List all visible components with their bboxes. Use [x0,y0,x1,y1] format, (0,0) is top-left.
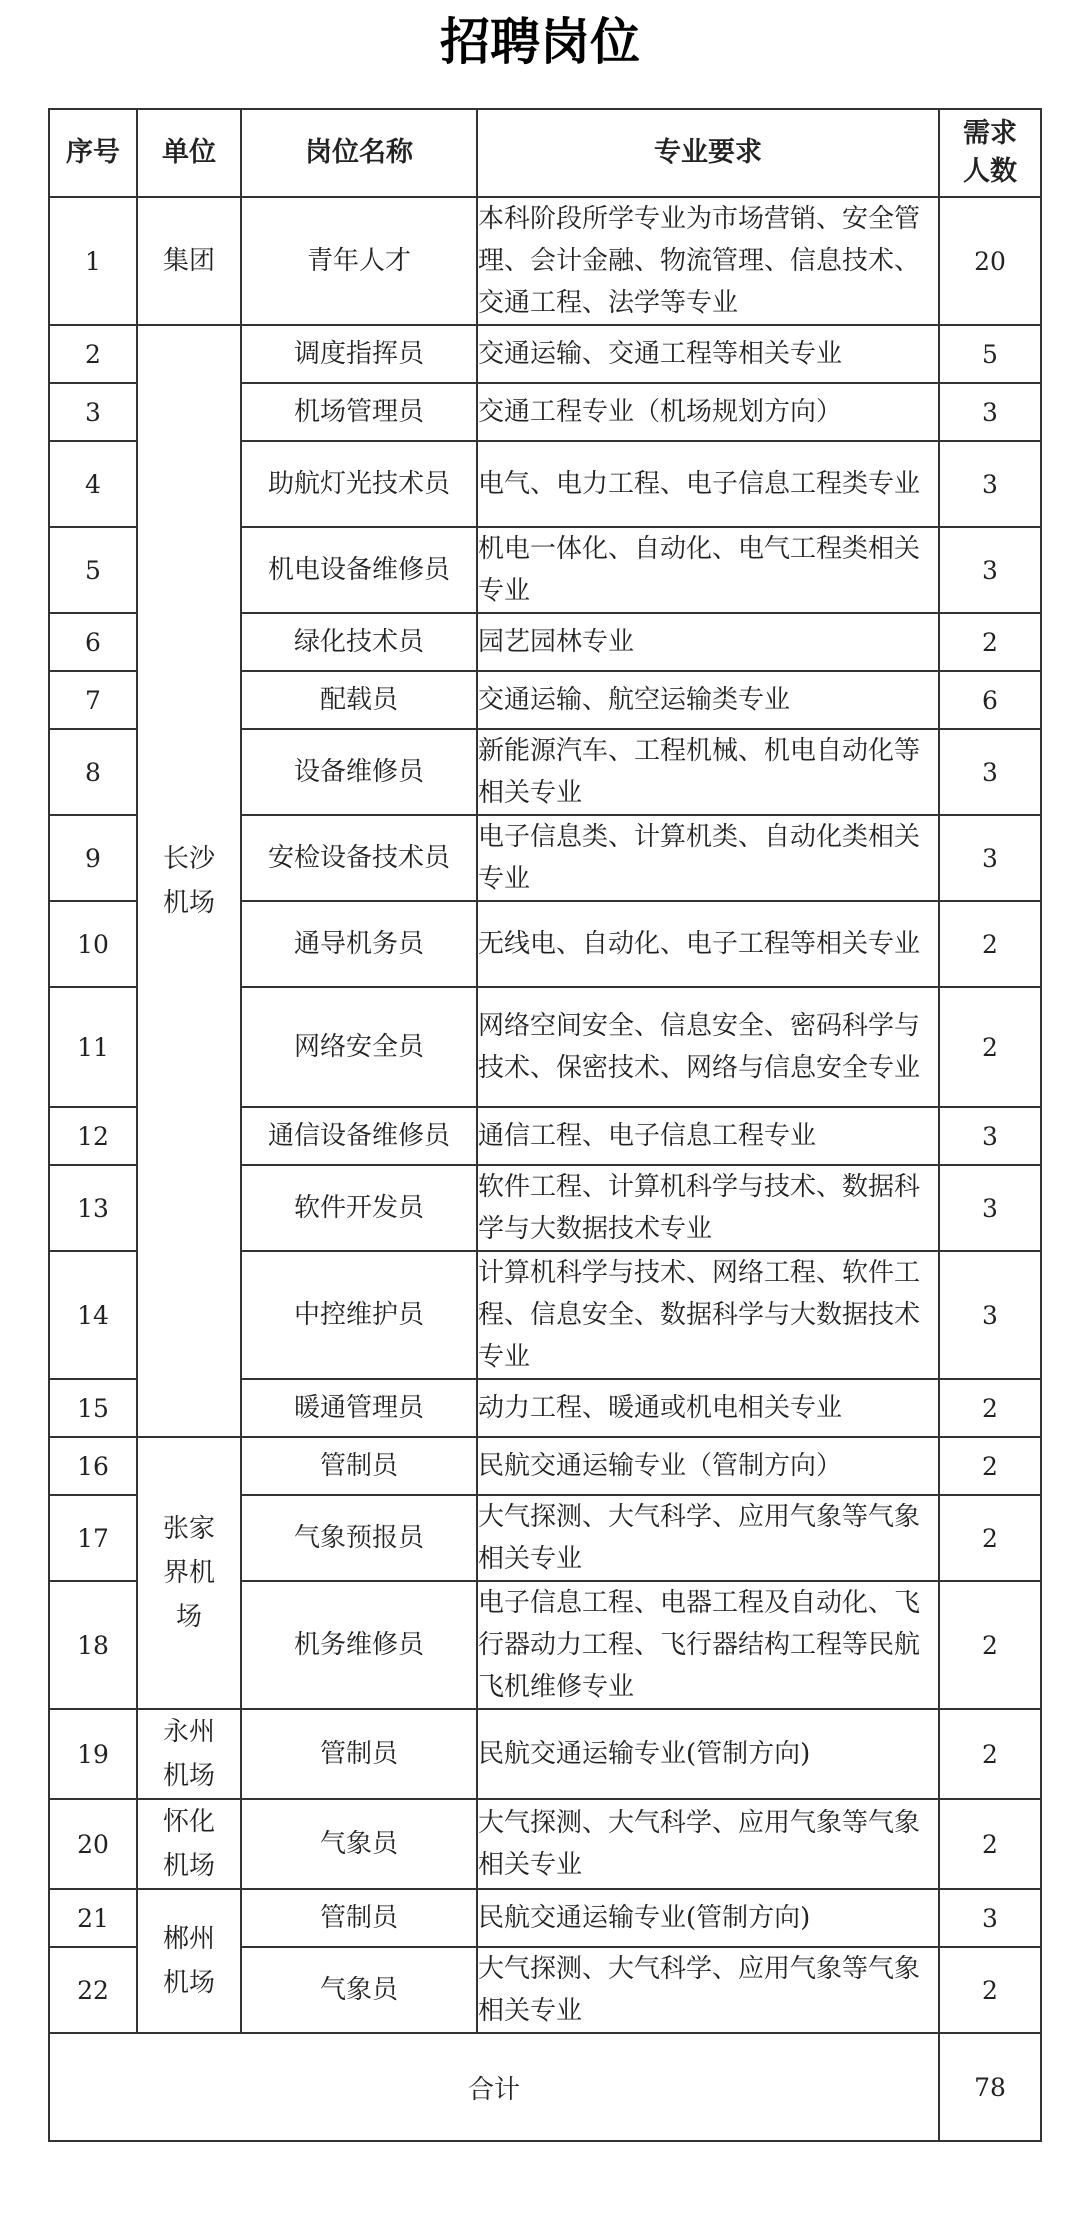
position-name: 机务维修员 [241,1581,477,1709]
position-name: 机场管理员 [241,383,477,441]
header-requirement: 专业要求 [477,109,939,197]
unit-yongzhou: 永州 机场 [137,1709,241,1799]
major-requirement: 机电一体化、自动化、电气工程类相关专业 [477,527,939,613]
table-row [49,1889,1041,1947]
position-name: 青年人才 [241,197,477,325]
headcount: 3 [939,527,1041,613]
row-number: 2 [49,325,137,383]
headcount: 5 [939,325,1041,383]
table-row [49,325,1041,383]
major-requirement: 交通运输、航空运输类专业 [477,671,939,729]
row-number: 20 [49,1799,137,1889]
major-requirement: 电子信息工程、电器工程及自动化、飞行器动力工程、飞行器结构工程等民航飞机维修专业 [477,1581,939,1709]
unit-chenzhou: 郴州 机场 [137,1889,241,2033]
header-count: 需求 人数 [939,109,1041,197]
header-unit: 单位 [137,109,241,197]
headcount: 3 [939,383,1041,441]
header-seq: 序号 [49,109,137,197]
position-name: 管制员 [241,1889,477,1947]
major-requirement: 民航交通运输专业(管制方向) [477,1709,939,1799]
unit-huaihua: 怀化 机场 [137,1799,241,1889]
headcount: 3 [939,1889,1041,1947]
position-name: 通导机务员 [241,901,477,987]
row-number: 12 [49,1107,137,1165]
position-name: 气象员 [241,1947,477,2033]
major-requirement: 民航交通运输专业(管制方向) [477,1889,939,1947]
row-number: 1 [49,197,137,325]
row-number: 11 [49,987,137,1107]
major-requirement: 民航交通运输专业（管制方向） [477,1437,939,1495]
position-name: 管制员 [241,1437,477,1495]
headcount: 2 [939,1379,1041,1437]
headcount: 2 [939,1581,1041,1709]
table-row [49,1437,1041,1495]
position-name: 管制员 [241,1709,477,1799]
major-requirement: 计算机科学与技术、网络工程、软件工程、信息安全、数据科学与大数据技术专业 [477,1251,939,1379]
row-number: 9 [49,815,137,901]
row-number: 8 [49,729,137,815]
row-number: 4 [49,441,137,527]
major-requirement: 本科阶段所学专业为市场营销、安全管理、会计金融、物流管理、信息技术、交通工程、法学等专业 [477,197,939,325]
headcount: 2 [939,901,1041,987]
headcount: 3 [939,1107,1041,1165]
headcount: 2 [939,987,1041,1107]
position-name: 设备维修员 [241,729,477,815]
major-requirement: 软件工程、计算机科学与技术、数据科学与大数据技术专业 [477,1165,939,1251]
row-number: 21 [49,1889,137,1947]
major-requirement: 大气探测、大气科学、应用气象等气象相关专业 [477,1495,939,1581]
headcount: 2 [939,1437,1041,1495]
unit-zhangjiajie: 张家 界机 场 [137,1437,241,1709]
major-requirement: 网络空间安全、信息安全、密码科学与技术、保密技术、网络与信息安全专业 [477,987,939,1107]
headcount: 3 [939,441,1041,527]
row-number: 19 [49,1709,137,1799]
headcount: 6 [939,671,1041,729]
row-number: 15 [49,1379,137,1437]
position-name: 机电设备维修员 [241,527,477,613]
headcount: 2 [939,1709,1041,1799]
headcount: 2 [939,613,1041,671]
headcount: 3 [939,1251,1041,1379]
table-row [49,1799,1041,1889]
position-name: 通信设备维修员 [241,1107,477,1165]
headcount: 2 [939,1495,1041,1581]
position-name: 气象员 [241,1799,477,1889]
position-name: 绿化技术员 [241,613,477,671]
row-number: 18 [49,1581,137,1709]
table-row [49,197,1041,325]
row-number: 5 [49,527,137,613]
major-requirement: 大气探测、大气科学、应用气象等气象相关专业 [477,1799,939,1889]
recruitment-table [48,108,1042,2142]
major-requirement: 电子信息类、计算机类、自动化类相关专业 [477,815,939,901]
header-row [49,109,1041,197]
major-requirement: 新能源汽车、工程机械、机电自动化等相关专业 [477,729,939,815]
major-requirement: 大气探测、大气科学、应用气象等气象相关专业 [477,1947,939,2033]
row-number: 13 [49,1165,137,1251]
headcount: 2 [939,1799,1041,1889]
row-number: 6 [49,613,137,671]
position-name: 软件开发员 [241,1165,477,1251]
total-label: 合计 [49,2033,939,2141]
unit-group: 集团 [137,197,241,325]
header-position: 岗位名称 [241,109,477,197]
headcount: 2 [939,1947,1041,2033]
position-name: 中控维护员 [241,1251,477,1379]
position-name: 网络安全员 [241,987,477,1107]
major-requirement: 电气、电力工程、电子信息工程类专业 [477,441,939,527]
major-requirement: 动力工程、暖通或机电相关专业 [477,1379,939,1437]
row-number: 7 [49,671,137,729]
position-name: 暖通管理员 [241,1379,477,1437]
row-number: 17 [49,1495,137,1581]
major-requirement: 无线电、自动化、电子工程等相关专业 [477,901,939,987]
row-number: 22 [49,1947,137,2033]
position-name: 调度指挥员 [241,325,477,383]
major-requirement: 园艺园林专业 [477,613,939,671]
major-requirement: 通信工程、电子信息工程专业 [477,1107,939,1165]
position-name: 助航灯光技术员 [241,441,477,527]
headcount: 3 [939,729,1041,815]
table-row [49,1709,1041,1799]
row-number: 16 [49,1437,137,1495]
total-row [49,2033,1041,2141]
total-count: 78 [939,2033,1041,2141]
major-requirement: 交通工程专业（机场规划方向） [477,383,939,441]
headcount: 3 [939,815,1041,901]
headcount: 3 [939,1165,1041,1251]
row-number: 3 [49,383,137,441]
headcount: 20 [939,197,1041,325]
unit-changsha: 长沙 机场 [137,325,241,1437]
major-requirement: 交通运输、交通工程等相关专业 [477,325,939,383]
row-number: 10 [49,901,137,987]
row-number: 14 [49,1251,137,1379]
position-name: 安检设备技术员 [241,815,477,901]
page-title: 招聘岗位 [440,13,640,71]
position-name: 气象预报员 [241,1495,477,1581]
position-name: 配载员 [241,671,477,729]
